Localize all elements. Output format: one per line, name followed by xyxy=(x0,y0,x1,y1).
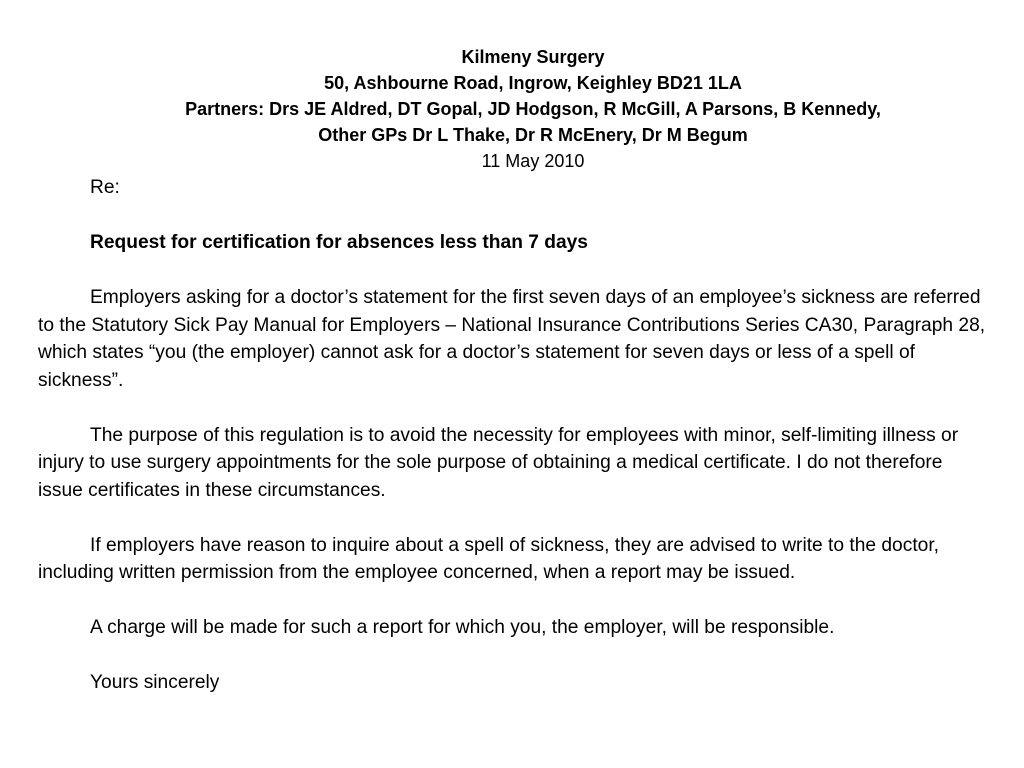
letterhead xyxy=(78,44,988,148)
subject-line: Request for certification for absences less than 7 days xyxy=(90,232,588,253)
re-line: Re: xyxy=(90,177,120,198)
paragraph-statutory-sick-pay: Employers asking for a doctor’s statement for the first seven days of an employee’s sickness are referred to the Statutory Sick Pay Manual for Employers – National Insurance Contributions Series CA30, Paragraph 28, which states “you (the employer) cannot ask for a doctor’s statement for seven days or less of a spell of sickness”. xyxy=(38,287,986,391)
paragraph-purpose: The purpose of this regulation is to avoid the necessity for employees with minor, self-limiting illness or injury to use surgery appointments for the sole purpose of obtaining a medical certificate. I do not therefore issue certificates in these circumstances. xyxy=(38,424,959,501)
practice-name: Kilmeny Surgery xyxy=(461,47,605,67)
other-gps-list: Other GPs Dr L Thake, Dr R McEnery, Dr M Begum xyxy=(318,125,748,145)
letter xyxy=(38,44,988,697)
paragraph-inquiry: If employers have reason to inquire about a spell of sickness, they are advised to write to the doctor, including written permission from the employee concerned, when a report may be issued. xyxy=(38,534,939,583)
practice-address: 50, Ashbourne Road, Ingrow, Keighley BD21 1LA xyxy=(324,73,742,93)
paragraph-charge: A charge will be made for such a report for which you, the employer, will be responsible. xyxy=(90,617,835,638)
partners-list: Partners: Drs JE Aldred, DT Gopal, JD Hodgson, R McGill, A Parsons, B Kennedy, xyxy=(185,99,881,119)
closing-line: Yours sincerely xyxy=(90,672,220,693)
letter-date: 11 May 2010 xyxy=(481,151,585,171)
